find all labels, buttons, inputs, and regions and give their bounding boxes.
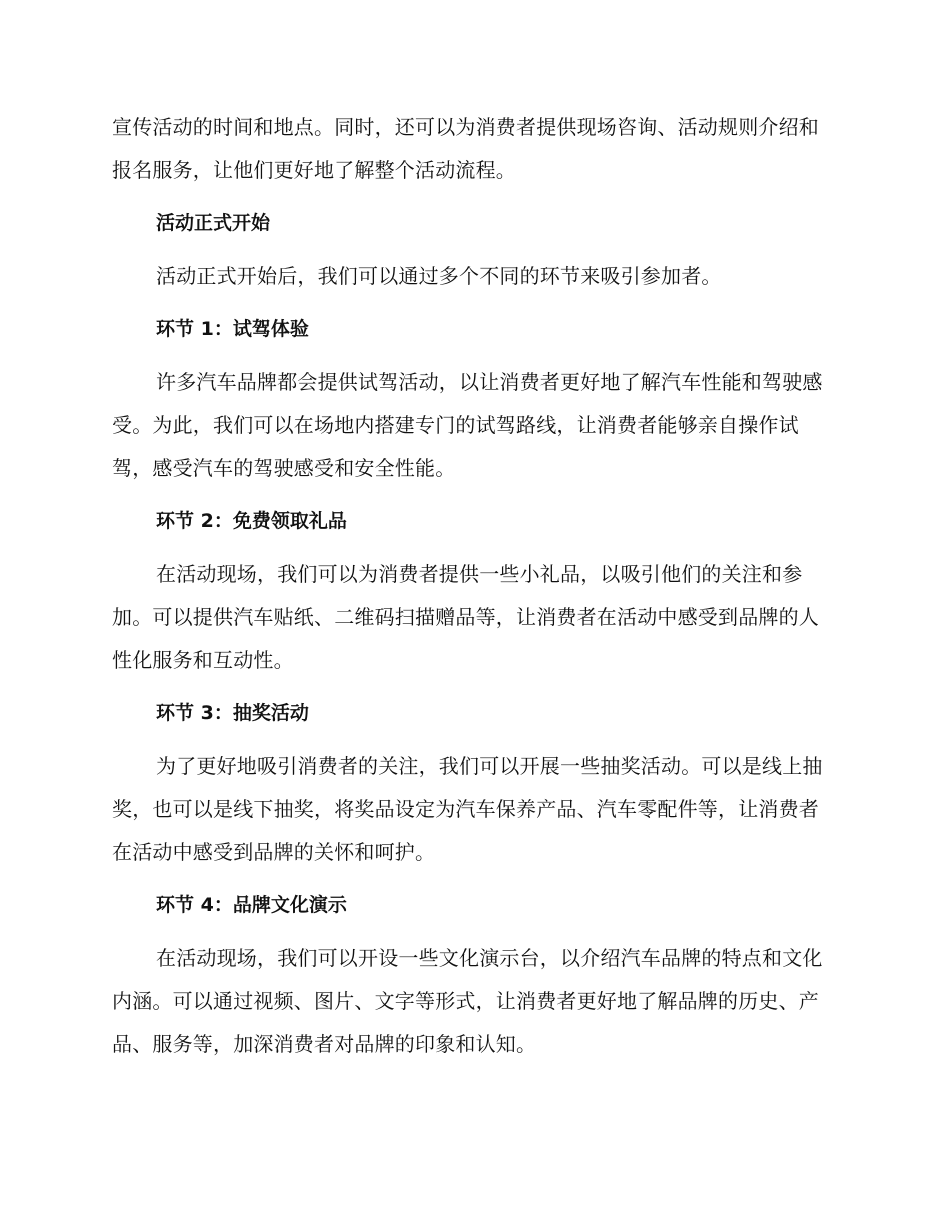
spacer [112,298,830,308]
spacer [112,735,830,745]
spacer [112,927,830,937]
segment-1-heading: 环节 1：试驾体验 [156,318,309,340]
segment-4-body: 在活动现场，我们可以开设一些文化演示台，以介绍汽车品牌的特点和文化内涵。可以通过视频、图片、文字等形式，让消费者更好地了解品牌的历史、产品、服务等，加深消费者对品牌的印象和认知。 [112,946,823,1056]
spacer [112,874,830,884]
spacer [112,543,830,553]
segment-3-body: 为了更好地吸引消费者的关注，我们可以开展一些抽奖活动。可以是线上抽奖，也可以是线下抽奖，将奖品设定为汽车保养产品、汽车零配件等，让消费者在活动中感受到品牌的关怀和呵护。 [112,754,823,864]
intro-continuation-paragraph: 宣传活动的时间和地点。同时，还可以为消费者提供现场咨询、活动规则介绍和报名服务，让他们更好地了解整个活动流程。 [112,115,819,182]
segment-1-body: 许多汽车品牌都会提供试驾活动，以让消费者更好地了解汽车性能和驾驶感受。为此，我们可以在场地内搭建专门的试驾路线，让消费者能够亲自操作试驾，感受汽车的驾驶感受和安全性能。 [112,370,823,480]
section-intro-paragraph: 活动正式开始后，我们可以通过多个不同的环节来吸引参加者。 [156,264,722,288]
document-page [112,106,830,1066]
spacer [112,245,830,255]
segment-4-heading: 环节 4：品牌文化演示 [156,894,347,916]
spacer [112,192,830,202]
segment-2-body: 在活动现场，我们可以为消费者提供一些小礼品，以吸引他们的关注和参加。可以提供汽车贴纸、二维码扫描赠品等，让消费者在活动中感受到品牌的人性化服务和互动性。 [112,562,819,672]
segment-3-heading: 环节 3：抽奖活动 [156,702,309,724]
segment-2-heading: 环节 2：免费领取礼品 [156,510,347,532]
spacer [112,490,830,500]
spacer [112,351,830,361]
section-heading: 活动正式开始 [156,212,271,234]
spacer [112,682,830,692]
